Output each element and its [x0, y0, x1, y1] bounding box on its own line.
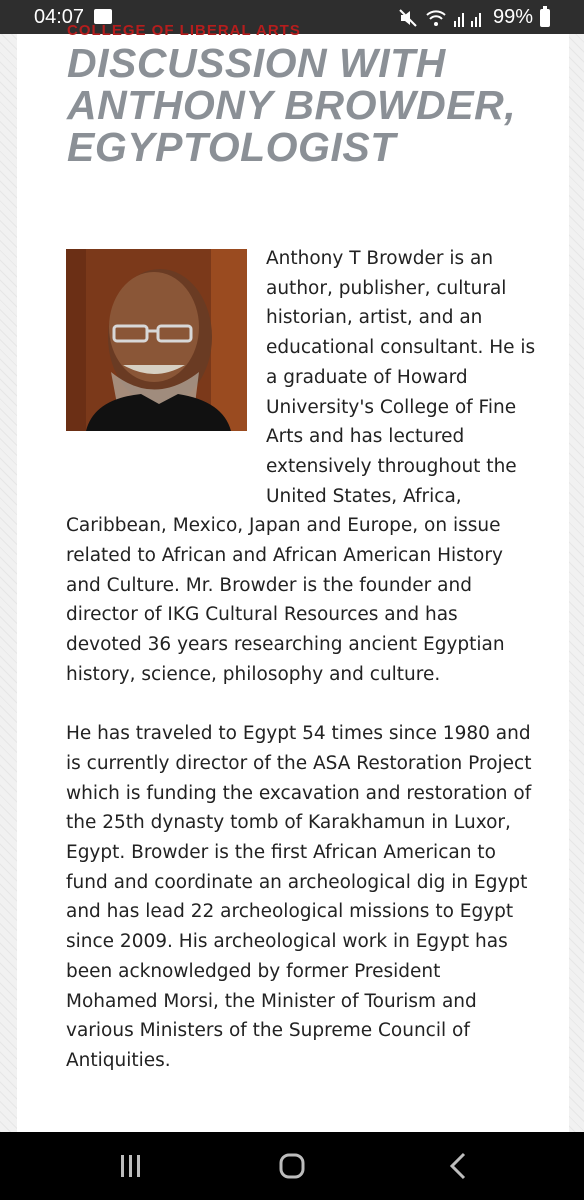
article-category: COLLEGE OF LIBERAL ARTS: [67, 22, 301, 39]
status-time: 04:07: [34, 6, 85, 28]
signal-icon: [454, 9, 486, 27]
back-icon[interactable]: [442, 1150, 476, 1182]
status-icons: [398, 6, 550, 29]
battery-icon: [540, 9, 550, 27]
article-body: [66, 244, 536, 1105]
article-title: DISCUSSION WITH ANTHONY BROWDER, EGYPTOLOGIST: [67, 40, 517, 170]
article-card: [17, 22, 569, 1132]
bio-paragraph-2: He has traveled to Egypt 54 times since 1980 and is currently director of the ASA Restoration Project which is funding the excavation and restoration of the 25th dynasty tomb of Karakhamun in Luxor, Egypt. Browder is the first African American to fund and coordinate an archeological dig in Egypt and has lead 22 archeological missions to Egypt since 2009. His archeological work in Egypt has been acknowledged by former President Mohamed Morsi, the Minister of Tourism and various Ministers of the Supreme Council of Antiquities.: [66, 723, 532, 1071]
battery-percent: 99%: [492, 6, 533, 28]
bio-paragraph-1-text: Anthony T Browder is an author, publisher, cultural historian, artist, and an educational consultant. He is a graduate of Howard University's College of Fine Arts and has lectured extensively throughout the United States, Africa, Caribbean, Mexico, Japan and Europe, on issue related to African and African American History and Culture. Mr. Browder is the founder and director of IKG Cultural Resources and has devoted 36 years researching ancient Egyptian history, science, philosophy and culture.: [66, 248, 536, 685]
portrait-wrap-space: [66, 244, 266, 482]
bio-paragraph-1: [66, 244, 536, 690]
home-icon[interactable]: [275, 1150, 309, 1182]
system-navigation-bar: [0, 1132, 584, 1200]
mute-icon: [398, 8, 418, 28]
wifi-icon: [425, 8, 447, 28]
recents-icon[interactable]: [114, 1150, 148, 1182]
